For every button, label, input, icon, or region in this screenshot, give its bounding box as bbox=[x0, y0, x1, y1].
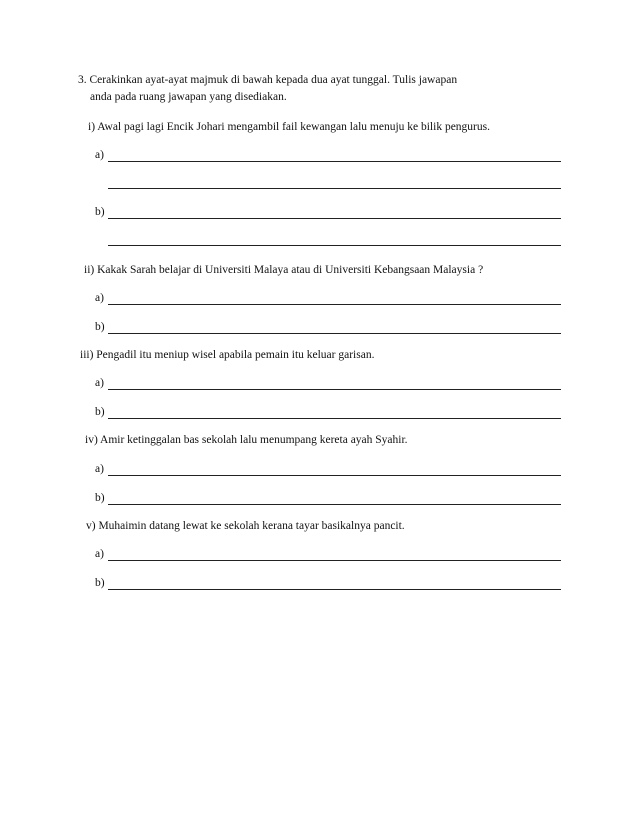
answer-1b-continuation-line[interactable] bbox=[108, 245, 561, 246]
question-2-text: ii) Kakak Sarah belajar di Universiti Malaya atau di Universiti Kebangsaan Malaysia ? bbox=[84, 264, 484, 276]
answer-4a-label: a) bbox=[95, 463, 104, 475]
answer-4a[interactable] bbox=[95, 462, 561, 476]
question-5-text: v) Muhaimin datang lewat ke sekolah kerana tayar basikalnya pancit. bbox=[86, 520, 405, 532]
question-1-text: i) Awal pagi lagi Encik Johari mengambil fail kewangan lalu menuju ke bilik pengurus. bbox=[88, 121, 490, 133]
instruction-line-1: 3. Cerakinkan ayat-ayat majmuk di bawah kepada dua ayat tunggal. Tulis jawapan bbox=[78, 74, 458, 86]
answer-2a-label: a) bbox=[95, 292, 104, 304]
answer-1a-line[interactable] bbox=[108, 161, 561, 162]
question-3-text: iii) Pengadil itu meniup wisel apabila pemain itu keluar garisan. bbox=[80, 349, 375, 361]
answer-2b-line[interactable] bbox=[108, 333, 561, 334]
answer-5a[interactable] bbox=[95, 547, 561, 561]
answer-2a-line[interactable] bbox=[108, 304, 561, 305]
answer-3a-label: a) bbox=[95, 377, 104, 389]
answer-1a[interactable] bbox=[95, 148, 561, 162]
answer-1b[interactable] bbox=[95, 205, 561, 219]
answer-5a-line[interactable] bbox=[108, 560, 561, 561]
answer-3b-line[interactable] bbox=[108, 418, 561, 419]
answer-5b[interactable] bbox=[95, 576, 561, 590]
answer-1a-continuation-line[interactable] bbox=[108, 188, 561, 189]
answer-3a[interactable] bbox=[95, 376, 561, 390]
answer-3b[interactable] bbox=[95, 405, 561, 419]
instruction-line-2: anda pada ruang jawapan yang disediakan. bbox=[90, 91, 287, 103]
answer-3b-label: b) bbox=[95, 406, 105, 418]
answer-4b-label: b) bbox=[95, 492, 105, 504]
question-4-text: iv) Amir ketinggalan bas sekolah lalu menumpang kereta ayah Syahir. bbox=[85, 434, 408, 446]
answer-5a-label: a) bbox=[95, 548, 104, 560]
answer-2b-label: b) bbox=[95, 321, 105, 333]
answer-2b[interactable] bbox=[95, 320, 561, 334]
answer-5b-label: b) bbox=[95, 577, 105, 589]
answer-1b-label: b) bbox=[95, 206, 105, 218]
answer-5b-line[interactable] bbox=[108, 589, 561, 590]
answer-2a[interactable] bbox=[95, 291, 561, 305]
answer-3a-line[interactable] bbox=[108, 389, 561, 390]
instruction bbox=[78, 72, 558, 106]
answer-4b[interactable] bbox=[95, 491, 561, 505]
answer-1b-line[interactable] bbox=[108, 218, 561, 219]
answer-4a-line[interactable] bbox=[108, 475, 561, 476]
answer-4b-line[interactable] bbox=[108, 504, 561, 505]
answer-1a-label: a) bbox=[95, 149, 104, 161]
